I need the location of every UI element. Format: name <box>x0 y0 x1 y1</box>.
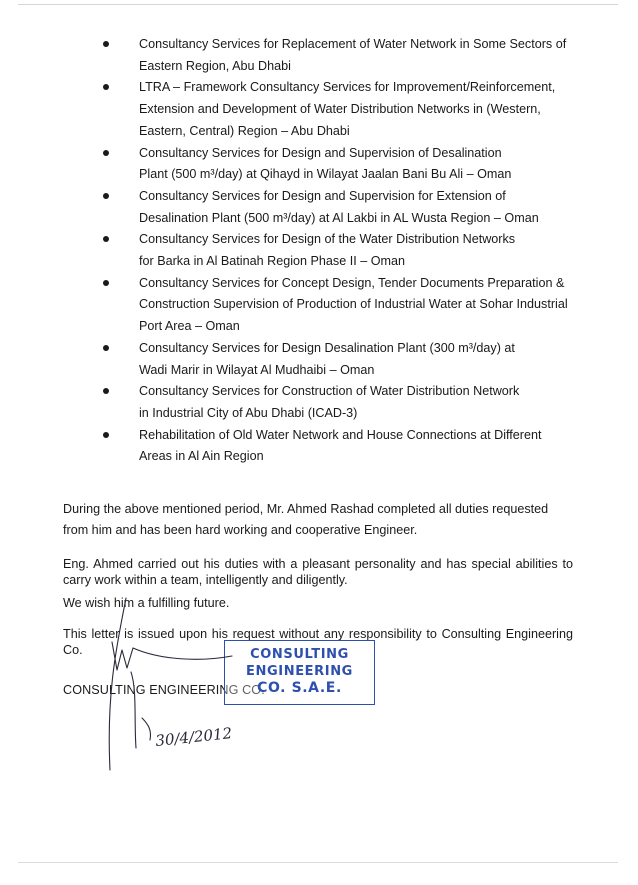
stamp-line: CO. S.A.E. <box>257 680 342 696</box>
project-line: Consultancy Services for Replacement of Water Network in Some Sectors of <box>139 37 567 51</box>
project-list-item <box>0 186 638 229</box>
top-divider <box>18 4 618 5</box>
project-line: Construction Supervision of Production of Industrial Water at Sohar Industrial <box>139 297 568 312</box>
project-line: Wadi Marir in Wilayat Al Mudhaibi – Oman <box>139 362 375 377</box>
project-line: Extension and Development of Water Distribution Networks in (Western, <box>139 102 541 117</box>
bullet-icon <box>103 41 109 47</box>
project-line: Consultancy Services for Construction of Water Distribution Network <box>139 384 520 399</box>
bullet-icon <box>103 150 109 156</box>
project-line: Consultancy Services for Design and Supervision of Desalination <box>139 145 502 160</box>
company-stamp <box>224 640 375 705</box>
project-list <box>0 34 638 468</box>
disclaimer-paragraph: This letter is issued upon his request without any responsibility to Consulting Engineering Co. <box>63 626 573 657</box>
project-line: for Barka in Al Batinah Region Phase II – Oman <box>139 254 406 269</box>
project-line: Eastern Region, Abu Dhabi <box>139 58 291 73</box>
project-list-item <box>0 425 638 468</box>
project-list-item <box>0 77 638 142</box>
project-line: Rehabilitation of Old Water Network and House Connections at Different <box>139 427 542 442</box>
project-list-item <box>0 143 638 186</box>
personality-paragraph: Eng. Ahmed carried out his duties with a pleasant personality and has special abilities to carry work within a team, intelligently and diligently. <box>63 556 573 587</box>
bottom-divider <box>18 862 618 863</box>
stamp-line: CONSULTING <box>250 647 349 662</box>
company-signoff: CONSULTING ENGINEERING CO. <box>63 683 265 697</box>
project-line: Port Area – Oman <box>139 319 240 334</box>
project-line: Plant (500 m³/day) at Qihayd in Wilayat Jaalan Bani Bu Ali – Oman <box>139 167 512 182</box>
project-list-item <box>0 34 638 77</box>
project-list-item <box>0 381 638 424</box>
project-list-item <box>0 338 638 381</box>
project-line: Consultancy Services for Concept Design, Tender Documents Preparation & <box>139 275 565 290</box>
project-list-item <box>0 273 638 338</box>
bullet-icon <box>103 236 109 242</box>
project-line: Areas in Al Ain Region <box>139 449 264 464</box>
project-line: Consultancy Services for Design of the Water Distribution Networks <box>139 232 516 247</box>
bullet-icon <box>103 388 109 394</box>
bullet-icon <box>103 193 109 199</box>
bullet-icon <box>103 432 109 438</box>
bullet-icon <box>103 345 109 351</box>
wishes-paragraph: We wish him a fulfilling future. <box>63 595 230 610</box>
bullet-icon <box>103 84 109 90</box>
handwritten-date: 30/4/2012 <box>154 724 233 750</box>
project-line: LTRA – Framework Consultancy Services for Improvement/Reinforcement, <box>139 80 556 95</box>
project-line: Consultancy Services for Design and Supervision for Extension of <box>139 188 506 203</box>
performance-paragraph: During the above mentioned period, Mr. Ahmed Rashad completed all duties requested from him and has been hard working and cooperative Engineer. <box>63 501 549 538</box>
project-line: Desalination Plant (500 m³/day) at Al Lakbi in AL Wusta Region – Oman <box>139 210 539 225</box>
bullet-icon <box>103 280 109 286</box>
project-line: in Industrial City of Abu Dhabi (ICAD-3) <box>139 405 358 420</box>
stamp-line: ENGINEERING <box>246 664 353 679</box>
project-line: Eastern, Central) Region – Abu Dhabi <box>139 123 350 138</box>
project-line: Consultancy Services for Design Desalination Plant (300 m³/day) at <box>139 340 515 355</box>
project-list-item <box>0 229 638 272</box>
